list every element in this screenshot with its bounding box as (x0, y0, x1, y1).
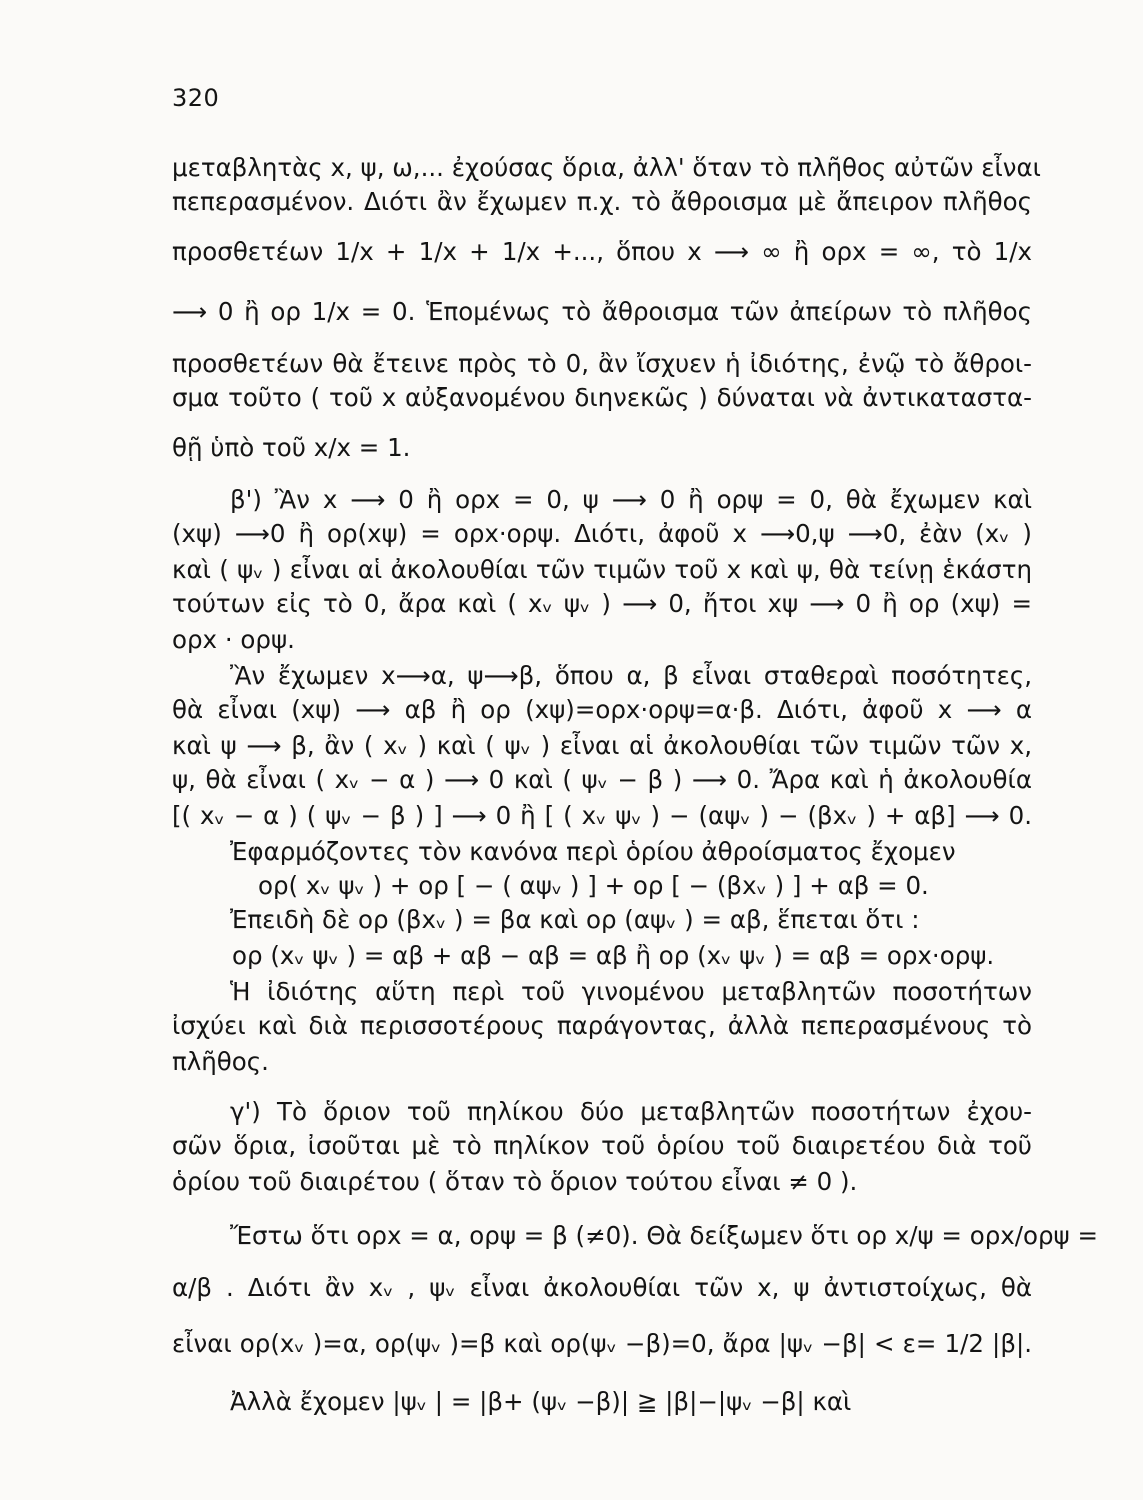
text-line: Ἂν ἔχωμεν x⟶α, ψ⟶β, ὅπου α, β εἶναι σταθεραὶ ποσότητες, (230, 661, 1032, 690)
text-line: θὰ εἶναι (xψ) ⟶ αβ ἢ ορ (xψ)=ορx·ορψ=α·β. Διότι, ἀφοῦ x ⟶ α (172, 695, 1032, 724)
text-line: θῇ ὑπὸ τοῦ x/x = 1. (172, 433, 411, 462)
text-line: γ') Τὸ ὅριον τοῦ πηλίκου δύο μεταβλητῶν ποσοτήτων ἐχου- (230, 1097, 1032, 1126)
text-line: Ἔστω ὅτι ορx = α, ορψ = β (≠0). Θὰ δείξωμεν ὅτι ορ x/ψ = ορx/ορψ = (230, 1221, 1099, 1250)
page-number: 320 (172, 84, 220, 112)
text-line: ⟶ 0 ἢ ορ 1/x = 0. Ἑπομένως τὸ ἄθροισμα τῶν ἀπείρων τὸ πλῆθος (172, 297, 1032, 326)
text-line: ορx · ορψ. (172, 625, 295, 654)
text-line: α/β . Διότι ἂν xᵥ , ψᵥ εἶναι ἀκολουθίαι τῶν x, ψ ἀντιστοίχως, θὰ (172, 1273, 1032, 1302)
text-line: προσθετέων 1/x + 1/x + 1/x +..., ὅπου x ⟶ ∞ ἢ ορx = ∞, τὸ 1/x (172, 237, 1032, 266)
text-line: Ἀλλὰ ἔχομεν |ψᵥ | = |β+ (ψᵥ −β)| ≧ |β|−|ψᵥ −β| καὶ (230, 1387, 852, 1416)
text-line: [( xᵥ − α ) ( ψᵥ − β ) ] ⟶ 0 ἢ [ ( xᵥ ψᵥ ) − (αψᵥ ) − (βxᵥ ) + αβ] ⟶ 0. (172, 801, 1032, 830)
equation-line: ορ (xᵥ ψᵥ ) = αβ + αβ − αβ = αβ ἢ ορ (xᵥ ψᵥ ) = αβ = ορx·ορψ. (232, 941, 995, 970)
text-line: σῶν ὅρια, ἰσοῦται μὲ τὸ πηλίκον τοῦ ὁρίου τοῦ διαιρετέου διὰ τοῦ (172, 1131, 1032, 1160)
text-line: Ἐφαρμόζοντες τὸν κανόνα περὶ ὁρίου ἀθροίσματος ἔχομεν (230, 837, 956, 866)
text-line: β') Ἂν x ⟶ 0 ἢ ορx = 0, ψ ⟶ 0 ἢ ορψ = 0, θὰ ἔχωμεν καὶ (230, 485, 1032, 514)
text-line: (xψ) ⟶0 ἢ ορ(xψ) = ορx·ορψ. Διότι, ἀφοῦ x ⟶0,ψ ⟶0, ἐὰν (xᵥ ) (172, 519, 1032, 548)
text-line: καὶ ( ψᵥ ) εἶναι αἱ ἀκολουθίαι τῶν τιμῶν τοῦ x καὶ ψ, θὰ τείνῃ ἑκάστη (172, 555, 1032, 584)
equation-line: ορ( xᵥ ψᵥ ) + ορ [ − ( αψᵥ ) ] + ορ [ − (βxᵥ ) ] + αβ = 0. (258, 871, 929, 900)
text-line: σμα τοῦτο ( τοῦ x αὐξανομένου διηνεκῶς ) δύναται νὰ ἀντικαταστα- (172, 383, 1032, 412)
text-line: προσθετέων θὰ ἔτεινε πρὸς τὸ 0, ἂν ἴσχυεν ἡ ἰδιότης, ἐνῷ τὸ ἄθροι- (172, 349, 1032, 378)
text-line: εἶναι ορ(xᵥ )=α, ορ(ψᵥ )=β καὶ ορ(ψᵥ −β)=0, ἄρα |ψᵥ −β| < ε= 1/2 |β|. (172, 1329, 1032, 1358)
text-line: τούτων εἰς τὸ 0, ἄρα καὶ ( xᵥ ψᵥ ) ⟶ 0, ἤτοι xψ ⟶ 0 ἢ ορ (xψ) = (172, 589, 1032, 618)
text-line: Ἐπειδὴ δὲ ορ (βxᵥ ) = βα καὶ ορ (αψᵥ ) = αβ, ἕπεται ὅτι : (230, 905, 920, 934)
text-line: καὶ ψ ⟶ β, ἂν ( xᵥ ) καὶ ( ψᵥ ) εἶναι αἱ ἀκολουθίαι τῶν τιμῶν τῶν x, (172, 731, 1032, 760)
text-line: πεπερασμένον. Διότι ἂν ἔχωμεν π.χ. τὸ ἄθροισμα μὲ ἄπειρον πλῆθος (172, 187, 1032, 216)
text-line: ἰσχύει καὶ διὰ περισσοτέρους παράγοντας, ἀλλὰ πεπερασμένους τὸ (172, 1011, 1032, 1040)
text-line: Ἡ ἰδιότης αὕτη περὶ τοῦ γινομένου μεταβλητῶν ποσοτήτων (230, 977, 1032, 1006)
text-line: ψ, θὰ εἶναι ( xᵥ − α ) ⟶ 0 καὶ ( ψᵥ − β ) ⟶ 0. Ἄρα καὶ ἡ ἀκολουθία (172, 765, 1032, 794)
text-line: πλῆθος. (172, 1047, 269, 1076)
text-line: μεταβλητὰς x, ψ, ω,... ἐχούσας ὅρια, ἀλλ' ὅταν τὸ πλῆθος αὐτῶν εἶναι (172, 153, 1041, 182)
text-line: ὁρίου τοῦ διαιρέτου ( ὅταν τὸ ὅριον τούτου εἶναι ≠ 0 ). (172, 1167, 858, 1196)
